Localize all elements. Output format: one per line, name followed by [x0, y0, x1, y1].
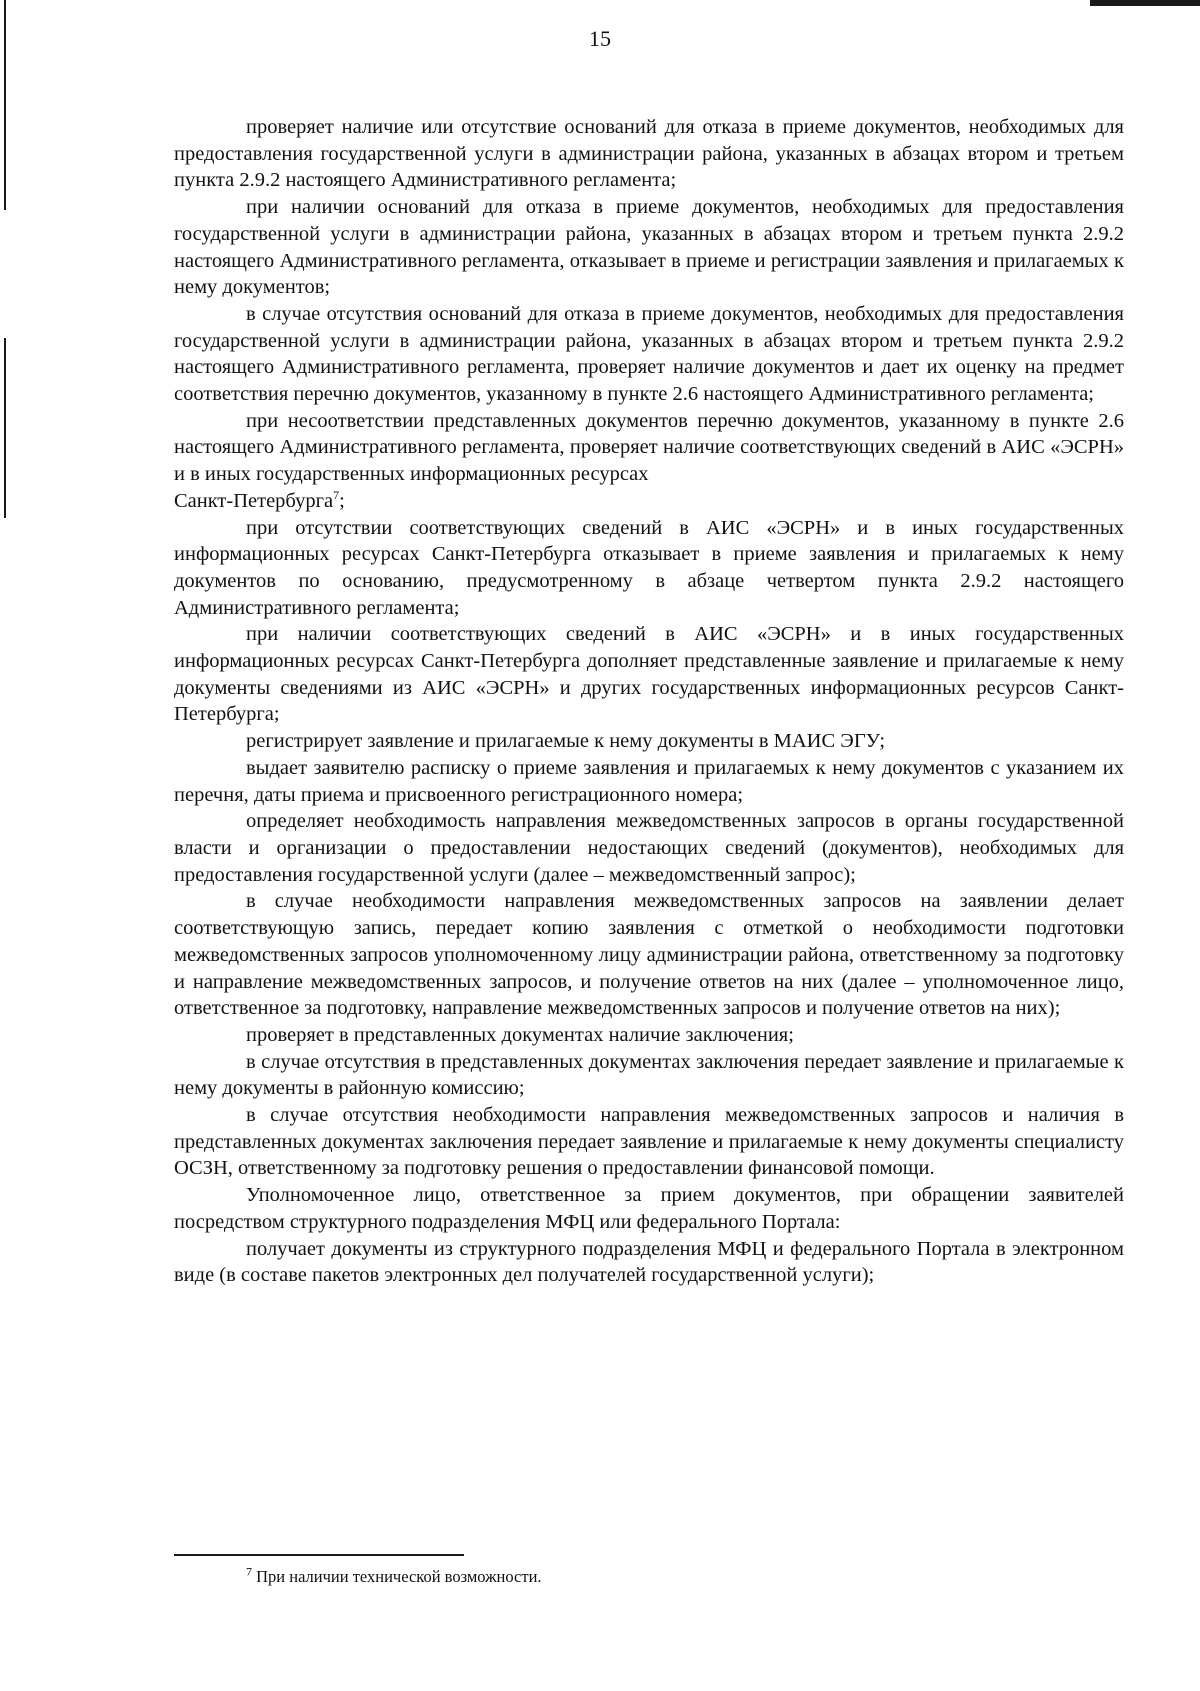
scan-edge-line	[4, 338, 6, 518]
footnote	[246, 1566, 542, 1588]
paragraph: при наличии соответствующих сведений в АИС «ЭСРН» и в иных государственных информационных ресурсах Санкт-Петербурга дополняет представленные заявление и прилагаемые к нему документы сведениями из АИС «ЭСРН» и других государственных информационных ресурсов Санкт-Петербурга;	[174, 623, 1124, 726]
punctuation: ;	[339, 489, 345, 512]
footnote-reference: 7	[333, 488, 340, 503]
city-name: Санкт-Петербурга	[174, 489, 334, 512]
paragraph-continuation	[174, 488, 1124, 515]
document-body	[174, 114, 1124, 1289]
footnote-mark: 7	[246, 1564, 252, 1579]
paragraph: при несоответствии представленных документов перечню документов, указанному в пункте 2.6 настоящего Административного регламента, проверяет наличие соответствующих сведений в АИС «ЭСРН» и в иных государственных информационных ресурсах	[174, 409, 1124, 486]
paragraph: проверяет наличие или отсутствие оснований для отказа в приеме документов, необходимых для предоставления государственной услуги в администрации района, указанных в абзацах втором и третьем пункта 2.9.2 настоящего Административного регламента;	[174, 116, 1124, 192]
paragraph: проверяет в представленных документах наличие заключения;	[246, 1023, 794, 1046]
page-number: 15	[589, 26, 611, 51]
paragraph: при отсутствии соответствующих сведений в АИС «ЭСРН» и в иных государственных информационных ресурсах Санкт-Петербурга отказывает в приеме заявления и прилагаемых к нему документов по основанию, предусмотренному в абзаце четвертом пункта 2.9.2 настоящего Административного регламента;	[174, 516, 1124, 619]
footnote-separator	[174, 1554, 464, 1556]
paragraph: Уполномоченное лицо, ответственное за прием документов, при обращении заявителей посредством структурного подразделения МФЦ или федерального Портала:	[174, 1184, 1124, 1233]
paragraph: определяет необходимость направления межведомственных запросов в органы государственной власти и организации о предоставлении недостающих сведений (документов), необходимых для предоставления государственной услуги (далее – межведомственный запрос);	[174, 810, 1124, 886]
paragraph: при наличии оснований для отказа в приеме документов, необходимых для предоставления государственной услуги в администрации района, указанных в абзацах втором и третьем пункта 2.9.2 настоящего Административного регламента, отказывает в приеме и регистрации заявления и прилагаемых к нему документов;	[174, 196, 1124, 299]
paragraph: в случае отсутствия необходимости направления межведомственных запросов и наличия в представленных документах заключения передает заявление и прилагаемые к нему документы специалисту ОСЗН, ответственному за подготовку решения о предоставлении финансовой помощи.	[174, 1104, 1124, 1180]
scan-corner-mark	[1090, 0, 1200, 6]
paragraph: в случае отсутствия в представленных документах заключения передает заявление и прилагаемые к нему документы в районную комиссию;	[174, 1050, 1124, 1100]
footnote-text: При наличии технической возможности.	[252, 1567, 542, 1586]
paragraph: регистрирует заявление и прилагаемые к нему документы в МАИС ЭГУ;	[246, 730, 886, 753]
paragraph: в случае необходимости направления межведомственных запросов на заявлении делает соответствующую запись, передает копию заявления с отметкой о необходимости подготовки межведомственных запросов уполномоченному лицу администрации района, ответственному за подготовку и направление межведомственных запросов, и получение ответов на них (далее – уполномоченное лицо, ответственное за подготовку, направление межведомственных запросов и получение ответов на них);	[174, 890, 1124, 1020]
paragraph: в случае отсутствия оснований для отказа в приеме документов, необходимых для предоставления государственной услуги в администрации района, указанных в абзацах втором и третьем пункта 2.9.2 настоящего Административного регламента, проверяет наличие документов и дает их оценку на предмет соответствия перечню документов, указанному в пункте 2.6 настоящего Административного регламента;	[174, 302, 1124, 406]
paragraph: выдает заявителю расписку о приеме заявления и прилагаемых к нему документов с указанием их перечня, даты приема и присвоенного регистрационного номера;	[174, 756, 1124, 806]
paragraph: получает документы из структурного подразделения МФЦ и федерального Портала в электронном виде (в составе пакетов электронных дел получателей государственной услуги);	[174, 1237, 1124, 1287]
